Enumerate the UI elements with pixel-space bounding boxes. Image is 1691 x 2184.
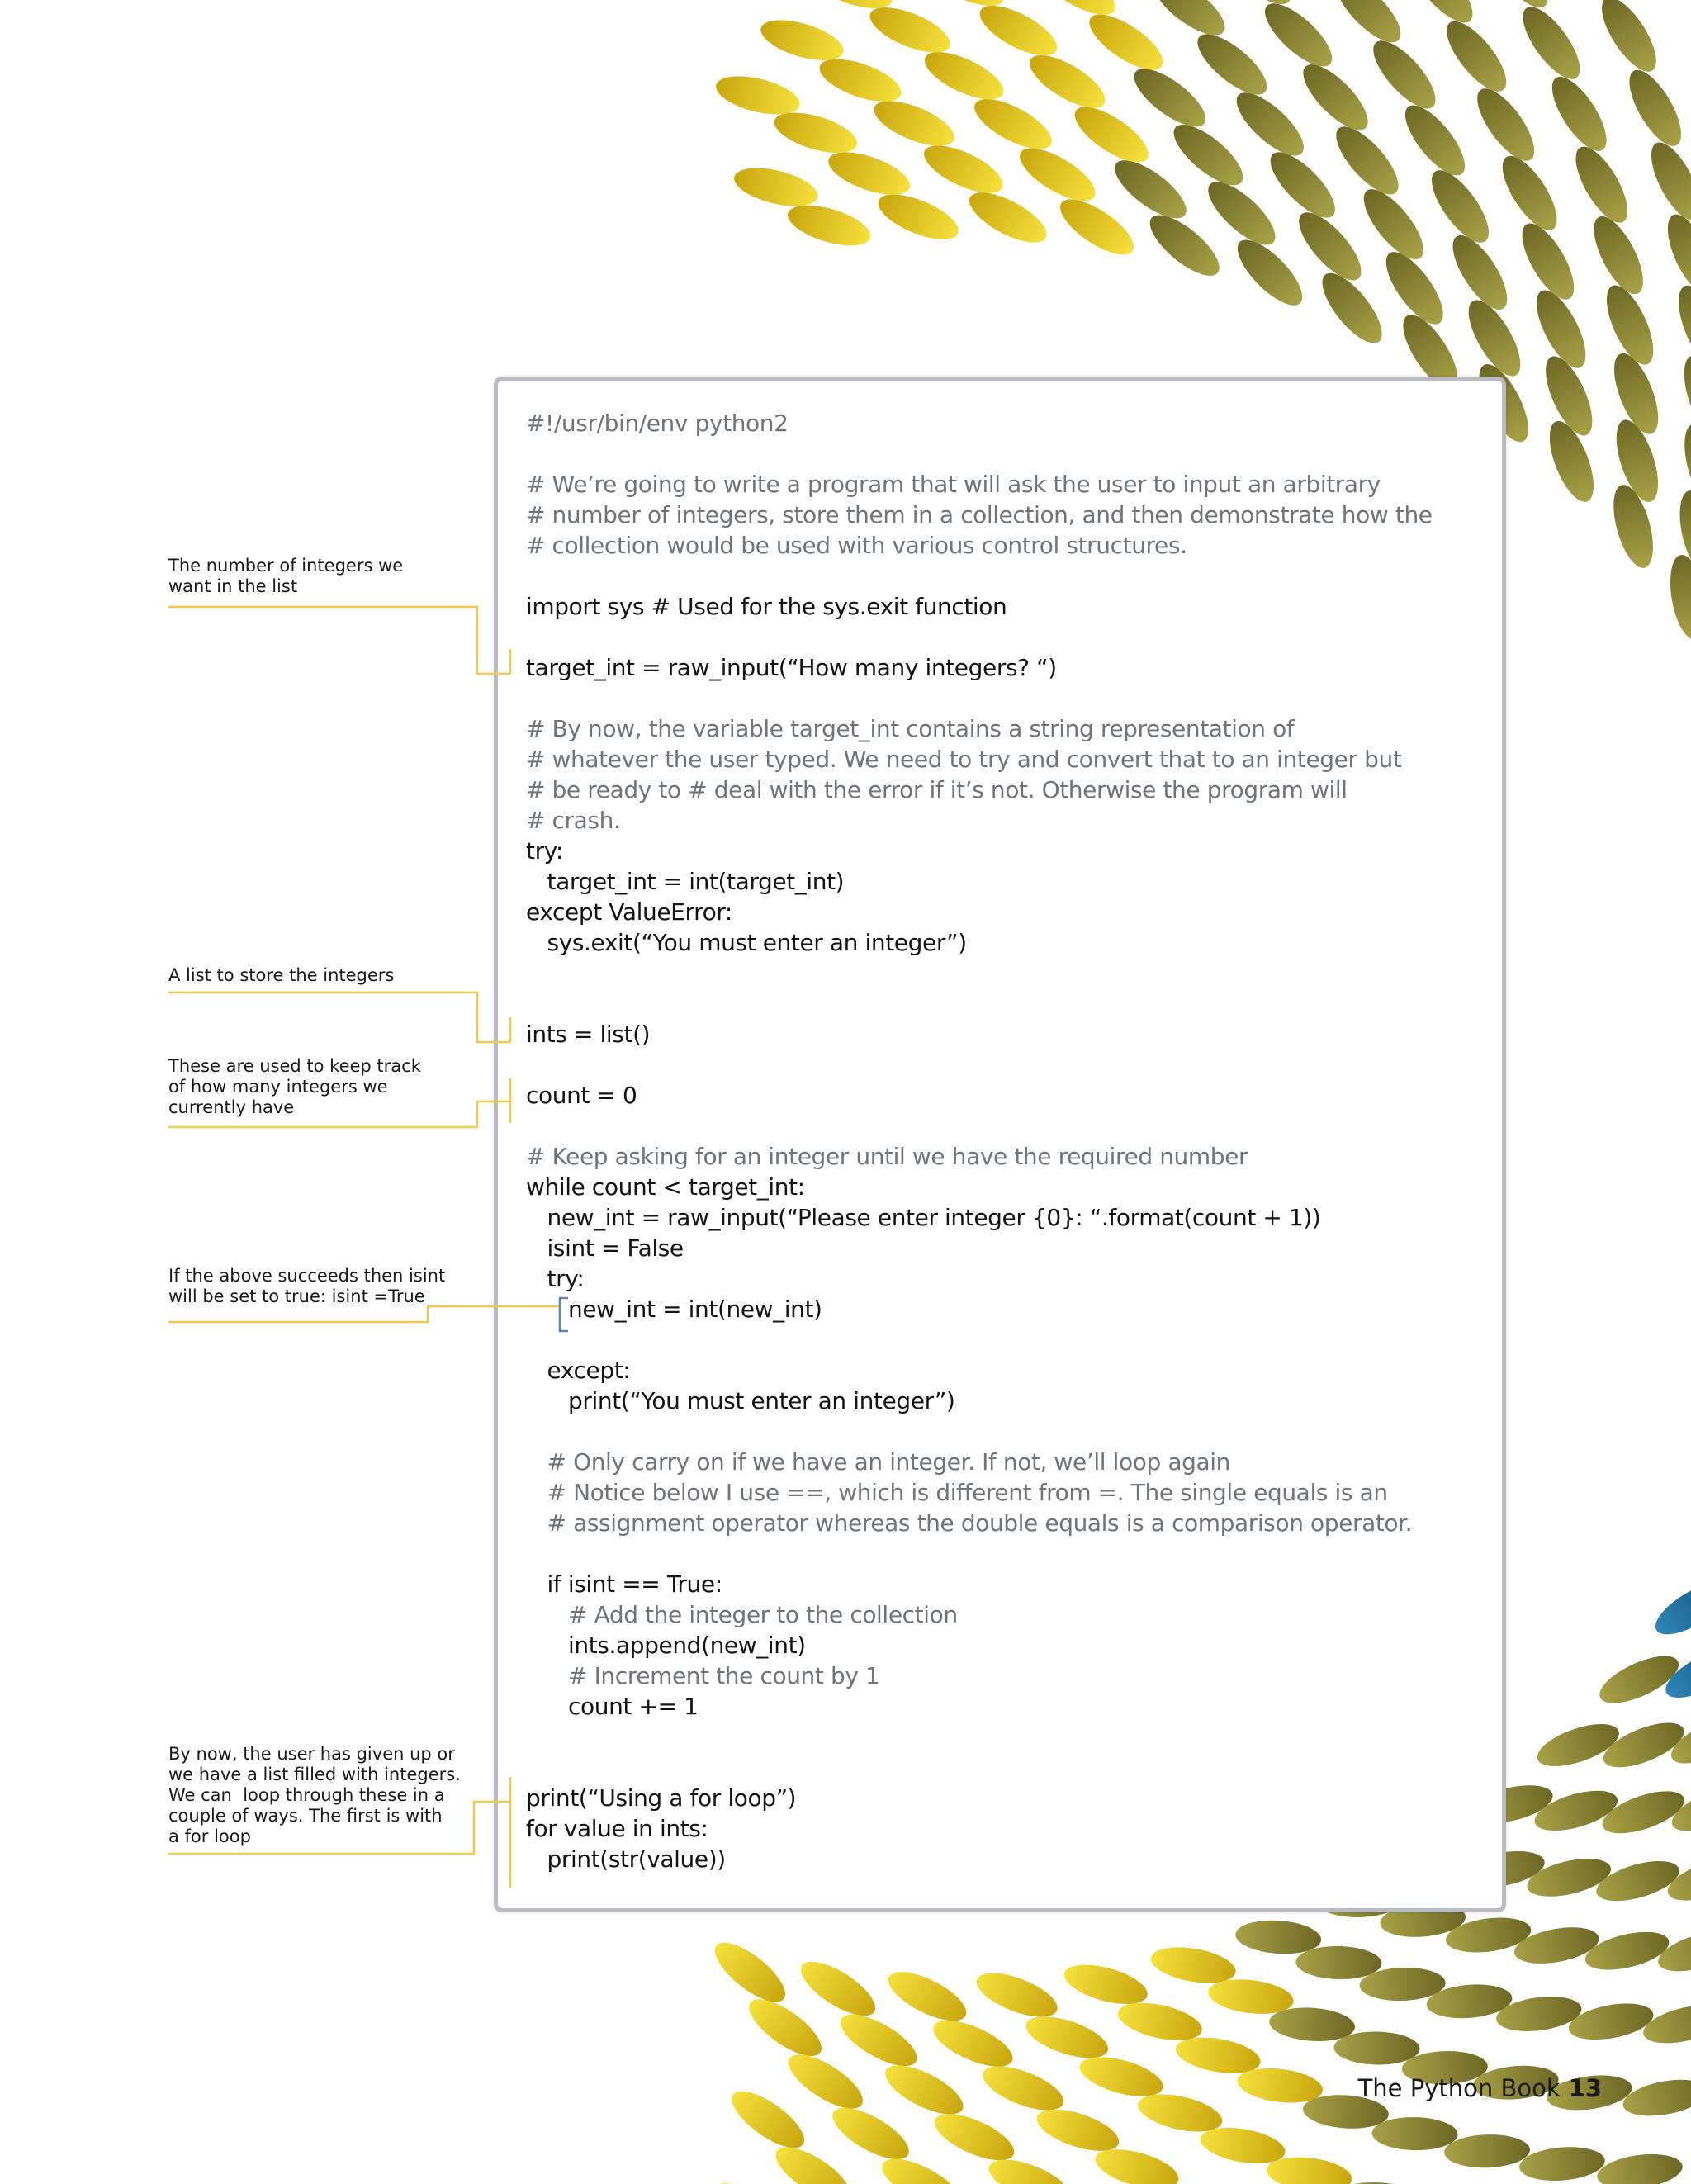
snake-scale — [1641, 135, 1691, 227]
code-line-while: while count < target_int: — [526, 1173, 805, 1201]
annotation-for-loop: By now, the user has given up or we have a list filled with integers. We can loop through these in a couple of ways. The first is with a for loop — [168, 1744, 461, 1846]
snake-scale — [1333, 2031, 1420, 2066]
snake-scale — [793, 1952, 883, 2026]
snake-scale — [1592, 1853, 1684, 1909]
snake-scale — [1518, 2144, 1606, 2184]
snake-scale — [1670, 280, 1691, 372]
snake-scale — [1592, 0, 1666, 79]
snake-scale — [1295, 1945, 1382, 1980]
snake-scale — [1605, 348, 1667, 439]
snake-scale — [1513, 0, 1589, 88]
snake-scale — [968, 89, 1059, 159]
code-line-comment: # assignment operator whereas the double equals is a comparison operator. — [526, 1509, 1413, 1537]
snake-scale — [927, 2011, 1019, 2076]
code-line-for: for value in ints: — [526, 1815, 708, 1842]
snake-scale — [1106, 150, 1195, 228]
code-line-target-int: target_int = raw_input(“How many integers? “) — [526, 654, 1057, 681]
code-line-comment: # be ready to # deal with the error if it’s not. Otherwise the program will — [526, 776, 1348, 803]
code-line-shebang: #!/usr/bin/env python2 — [526, 410, 789, 437]
snake-scale — [1595, 2149, 1684, 2184]
page-footer — [1358, 2074, 1602, 2102]
code-line-ints-list: ints = list() — [526, 1021, 651, 1048]
snake-scale — [780, 2044, 870, 2119]
snake-scale — [1012, 138, 1103, 211]
snake-scale — [873, 185, 964, 249]
code-line-comment: # Keep asking for an integer until we have the required number — [526, 1143, 1248, 1170]
snake-scale — [741, 1989, 830, 2066]
code-line-comment: # number of integers, store them in a collection, and then demonstrate how the — [526, 501, 1433, 528]
code-line-comment: # Increment the count by 1 — [526, 1662, 880, 1689]
snake-scale — [706, 2173, 795, 2184]
snake-scale — [879, 2056, 970, 2125]
snake-scale — [1467, 80, 1544, 169]
code-line-isint-false: isint = False — [526, 1234, 684, 1262]
snake-scale — [1443, 2133, 1530, 2168]
code-line-if-isint: if isint == True: — [526, 1570, 722, 1598]
snake-scale — [1648, 1572, 1691, 1644]
snake-scale — [1371, 2116, 1458, 2151]
page-number: 13 — [1568, 2074, 1602, 2102]
snake-scale — [1400, 0, 1482, 32]
snake-scale — [1395, 97, 1475, 184]
snake-scale — [971, 1964, 1063, 2026]
snake-scale — [706, 1933, 793, 2012]
snake-scale — [973, 0, 1064, 65]
snake-scale — [1067, 97, 1157, 172]
code-line-new-int-convert: new_int = int(new_int) — [526, 1296, 822, 1323]
snake-scale — [1052, 189, 1142, 264]
snake-scale — [882, 1962, 973, 2030]
snake-scale — [1437, 12, 1516, 100]
snake-scale — [723, 2081, 812, 2158]
code-line-except: except: — [526, 1357, 631, 1384]
snake-scale — [1619, 63, 1691, 154]
code-line-comment: # We’re going to write a program that will ask the user to input an arbitrary — [526, 471, 1381, 498]
code-line-except: except ValueError: — [526, 898, 732, 926]
code-line-count-increment: count += 1 — [526, 1693, 699, 1720]
snake-scale — [1022, 45, 1113, 118]
snake-scale — [962, 182, 1054, 252]
code-line-comment: # Notice below I use ==, which is different from =. The single equals is an — [526, 1479, 1388, 1506]
snake-scale — [1542, 69, 1617, 159]
snake-scale — [1294, 55, 1377, 140]
code-line-comment: # collection would be used with various control structures. — [526, 532, 1187, 559]
code-line-print-for-loop: print(“Using a for loop”) — [526, 1784, 797, 1812]
code-line-int-convert: target_int = int(target_int) — [526, 868, 845, 895]
annotation-count: These are used to keep track of how many integers we currently have — [168, 1056, 421, 1117]
snake-scale — [1165, 115, 1253, 195]
snake-scale — [1363, 31, 1445, 117]
snake-scale — [1189, 24, 1277, 104]
code-line-try: try: — [526, 1265, 585, 1292]
snake-scale — [1598, 1783, 1689, 1842]
code-line-sys-exit: sys.exit(“You must enter an integer”) — [526, 929, 967, 956]
code-line-new-int-input: new_int = raw_input(“Please enter integer {0}: “.format(count + 1)) — [526, 1204, 1321, 1231]
code-line-comment: # Only carry on if we have an integer. If not, we’ll loop again — [526, 1448, 1230, 1476]
snake-scale — [833, 2005, 924, 2076]
code-line-comment: # crash. — [526, 807, 621, 834]
snake-scale — [1227, 83, 1313, 165]
annotation-isint: If the above succeeds then isint will be set to true: isint =True — [168, 1266, 446, 1306]
snake-scale — [1256, 0, 1342, 76]
annotation-target-int: The number of integers we want in the list — [168, 556, 404, 596]
code-line-comment: # By now, the variable target_int contains a string representation of — [526, 715, 1295, 742]
snake-scale — [1326, 0, 1409, 52]
snake-scale — [918, 42, 1010, 109]
snake-scale — [1620, 2073, 1691, 2121]
code-line-print-value: print(str(value)) — [526, 1845, 726, 1873]
snake-scale — [1141, 206, 1229, 286]
snake-scale — [1125, 59, 1214, 136]
code-line-count: count = 0 — [526, 1082, 637, 1109]
snake-scale — [1665, 552, 1691, 642]
snake-scale — [1082, 4, 1172, 79]
code-line-import: import sys # Used for the sys.exit function — [526, 593, 1007, 620]
snake-scale — [826, 2098, 917, 2169]
snake-scale — [917, 136, 1009, 203]
code-line-comment: # whatever the user typed. We need to try and convert that to an integer but — [526, 746, 1402, 773]
code-line-try: try: — [526, 837, 563, 865]
code-line-print-error: print(“You must enter an integer”) — [526, 1387, 955, 1414]
annotation-ints-list: A list to store the integers — [168, 965, 395, 985]
snake-scale — [1541, 415, 1603, 507]
book-title: The Python Book — [1357, 2074, 1561, 2102]
code-line-append: ints.append(new_int) — [526, 1632, 806, 1659]
code-line-comment: # Add the integer to the collection — [526, 1601, 958, 1628]
